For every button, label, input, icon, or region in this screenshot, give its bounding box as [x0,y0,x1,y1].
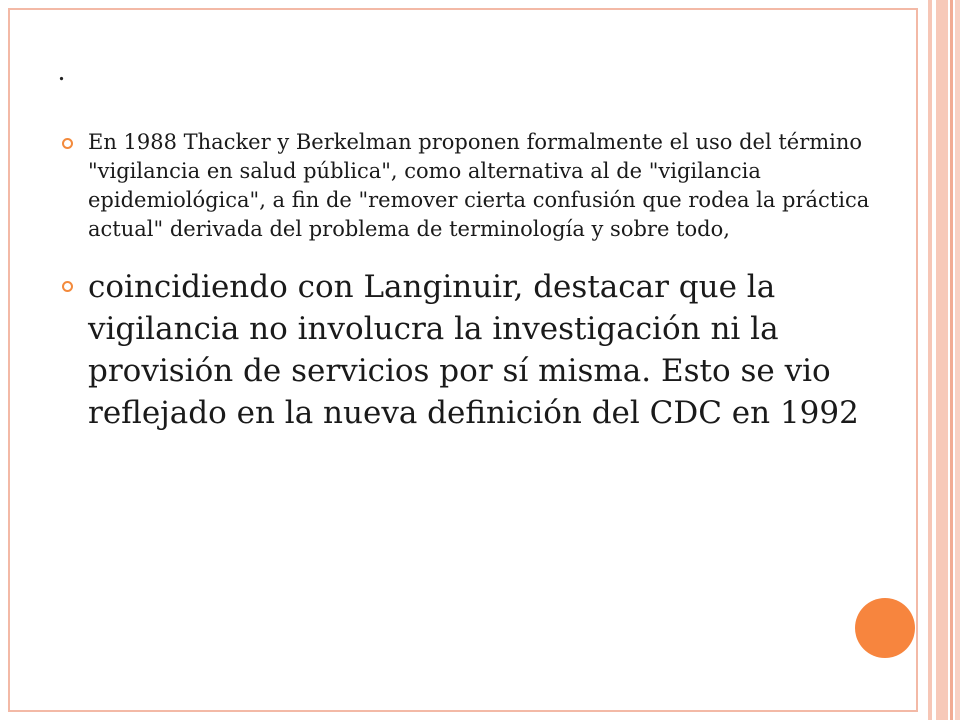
bullet-text: En 1988 Thacker y Berkelman proponen formalmente el uso del término "vigilancia en salud pública", como alternativa al de "vigilancia epidemiológica", a fin de "remover cierta confusión que rodea la práctica actual" derivada del problema de terminología y sobre todo, [88,130,870,241]
decorative-stripe [928,0,932,720]
decorative-stripe [955,0,960,720]
decorative-circle [855,598,915,658]
bullet-circle-icon [62,138,73,149]
decorative-stripe [936,0,948,720]
bullet-circle-icon [62,281,73,292]
bullet-text: coincidiendo con Langinuir, destacar que la vigilancia no involucra la investigación ni la provisión de servicios por sí misma. Esto se vio reflejado en la nueva definición del CDC en 1992 [88,269,859,431]
bullet-item [62,128,900,244]
bullet-list [62,128,902,434]
decorative-stripe [950,0,953,720]
slide-title: . [58,56,65,87]
bullet-item [62,266,900,434]
